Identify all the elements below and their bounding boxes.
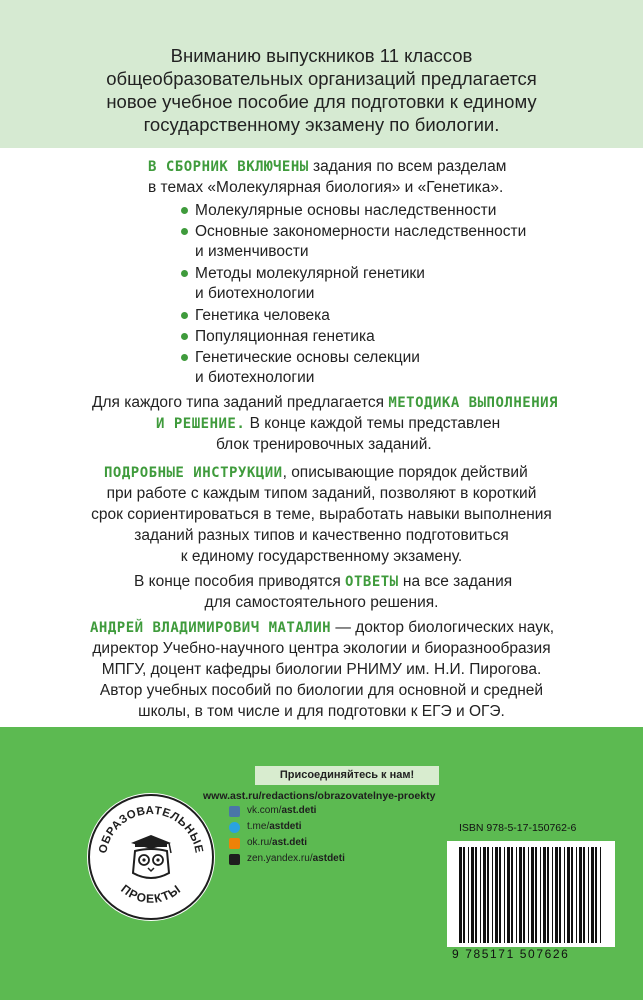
bullet-icon xyxy=(181,270,188,277)
barcode-bar xyxy=(499,847,501,943)
barcode-bar xyxy=(516,847,517,943)
barcode-bar xyxy=(567,847,570,943)
cat-mascot-icon xyxy=(131,835,171,878)
barcode-bar xyxy=(468,847,469,943)
isbn-label: ISBN 978-5-17-150762-6 xyxy=(459,822,577,834)
join-us-banner: Присоединяйтесь к нам! xyxy=(255,766,439,785)
barcode-bar xyxy=(504,847,505,943)
barcode-bar xyxy=(480,847,481,943)
badge-top-text: ОБРАЗОВАТЕЛЬНЫЕ xyxy=(97,804,205,855)
contents-highlight: В СБОРНИК ВКЛЮЧЕНЫ xyxy=(148,159,309,175)
bullet-icon xyxy=(181,207,188,214)
method-line xyxy=(92,392,558,414)
social-link-telegram[interactable]: t.me/astdeti xyxy=(247,821,302,832)
instructions-line-2: при работе с каждым типом заданий, позволяют в короткий xyxy=(106,485,537,502)
instructions-line-5: к единому государственному экзамену. xyxy=(180,548,463,565)
bullet-item-cont: и биотехнологии xyxy=(195,285,315,302)
badge-graphic xyxy=(87,793,215,921)
author-line-4: Автор учебных пособий по биологии для основной и средней xyxy=(99,682,544,699)
intro-line: новое учебное пособие для подготовки к единому xyxy=(106,91,537,112)
bullet-item: Популяционная генетика xyxy=(195,328,375,345)
barcode-bar xyxy=(531,847,534,943)
author-line-3: МПГУ, доцент кафедры биологии РНИМУ им. Н.И. Пирогова. xyxy=(101,661,542,678)
bullet-item-cont: и биотехнологии xyxy=(195,369,315,386)
method-highlight: МЕТОДИКА ВЫПОЛНЕНИЯ xyxy=(388,395,558,411)
method-text-2: В конце каждой темы представлен xyxy=(245,415,501,432)
barcode-bar xyxy=(595,847,597,943)
social-link-vk[interactable]: vk.com/ast.deti xyxy=(247,805,317,816)
bullet-item: Основные закономерности наследственности xyxy=(195,223,527,240)
barcode-bar xyxy=(483,847,486,943)
barcode-bar xyxy=(552,847,553,943)
barcode-bar xyxy=(576,847,577,943)
zen-icon xyxy=(229,854,240,865)
barcode-bar xyxy=(475,847,477,943)
odnoklassniki-icon xyxy=(229,838,240,849)
contents-line-2: в темах «Молекулярная биология» и «Генетика». xyxy=(148,179,504,196)
vk-icon xyxy=(229,806,240,817)
instructions-line xyxy=(104,462,528,484)
answers-text-2: на все задания xyxy=(398,573,513,590)
barcode-bar xyxy=(547,847,549,943)
bullet-item: Молекулярные основы наследственности xyxy=(195,202,497,219)
author-name: АНДРЕЙ ВЛАДИМИРОВИЧ МАТАЛИН xyxy=(90,620,332,636)
instructions-highlight: ПОДРОБНЫЕ ИНСТРУКЦИИ xyxy=(104,465,283,481)
barcode-bar xyxy=(555,847,558,943)
bullet-icon xyxy=(181,312,188,319)
contents-line xyxy=(148,156,506,178)
bullet-item: Генетика человека xyxy=(195,307,330,324)
barcode-bar xyxy=(495,847,498,943)
bullet-item: Методы молекулярной генетики xyxy=(195,265,425,282)
answers-text: В конце пособия приводятся xyxy=(134,573,346,590)
contents-text: задания по всем разделам xyxy=(308,158,507,175)
instructions-text: , описывающие порядок действий xyxy=(282,464,528,481)
barcode-bar xyxy=(564,847,565,943)
barcode-bar xyxy=(591,847,594,943)
author-line xyxy=(90,617,554,639)
instructions-line-4: заданий разных типов и качественно подготовиться xyxy=(134,527,509,544)
barcode-bar xyxy=(459,847,462,943)
bullet-icon xyxy=(181,228,188,235)
barcode-bar xyxy=(487,847,489,943)
telegram-icon xyxy=(229,822,240,833)
method-line-2 xyxy=(156,413,500,435)
bullet-icon xyxy=(181,333,188,340)
method-line-3: блок тренировочных заданий. xyxy=(216,436,432,453)
barcode-bar xyxy=(471,847,474,943)
answers-line-2: для самостоятельного решения. xyxy=(204,594,439,611)
barcode xyxy=(447,841,615,947)
barcode-bar xyxy=(540,847,541,943)
instructions-line-3: срок сориентироваться в теме, выработать навыки выполнения xyxy=(91,506,552,523)
social-link-ok[interactable]: ok.ru/ast.deti xyxy=(247,837,308,848)
intro-line: государственному экзамену по биологии. xyxy=(143,114,500,135)
author-line-2: директор Учебно-научного центра экологии и биоразнообразия xyxy=(92,640,551,657)
barcode-bar xyxy=(535,847,537,943)
author-line-5: школы, в том числе и для подготовки к ЕГЭ и ОГЭ. xyxy=(138,703,505,720)
publisher-url[interactable]: www.ast.ru/redactions/obrazovatelnye-proekty xyxy=(203,790,436,802)
barcode-bar xyxy=(463,847,465,943)
social-link-zen[interactable]: zen.yandex.ru/astdeti xyxy=(247,853,345,864)
bullet-icon xyxy=(181,354,188,361)
method-highlight-2: И РЕШЕНИЕ. xyxy=(156,416,246,432)
barcode-bar xyxy=(519,847,522,943)
barcode-bar xyxy=(507,847,510,943)
barcode-bar xyxy=(543,847,546,943)
answers-line xyxy=(134,571,512,593)
barcode-bar xyxy=(511,847,513,943)
intro-line: общеобразовательных организаций предлагается xyxy=(106,68,537,89)
barcode-bar xyxy=(523,847,525,943)
method-text: Для каждого типа заданий предлагается xyxy=(92,394,389,411)
barcode-bars xyxy=(447,841,615,947)
publisher-badge xyxy=(87,793,215,921)
badge-bottom-text: ПРОЕКТЫ xyxy=(118,881,184,906)
barcode-bar xyxy=(559,847,561,943)
intro-line: Вниманию выпускников 11 классов xyxy=(170,45,473,66)
barcode-bar xyxy=(583,847,585,943)
bullet-item: Генетические основы селекции xyxy=(195,349,420,366)
author-text: — доктор биологических наук, xyxy=(331,619,555,636)
bullet-item-cont: и изменчивости xyxy=(195,243,309,260)
answers-highlight: ОТВЕТЫ xyxy=(345,574,399,590)
barcode-bar xyxy=(528,847,529,943)
barcode-bar xyxy=(571,847,573,943)
barcode-bar xyxy=(588,847,589,943)
barcode-bar xyxy=(492,847,493,943)
intro-text xyxy=(0,44,643,136)
barcode-digits: 9 785171 507626 xyxy=(452,947,570,961)
barcode-bar xyxy=(600,847,601,943)
barcode-bar xyxy=(579,847,582,943)
